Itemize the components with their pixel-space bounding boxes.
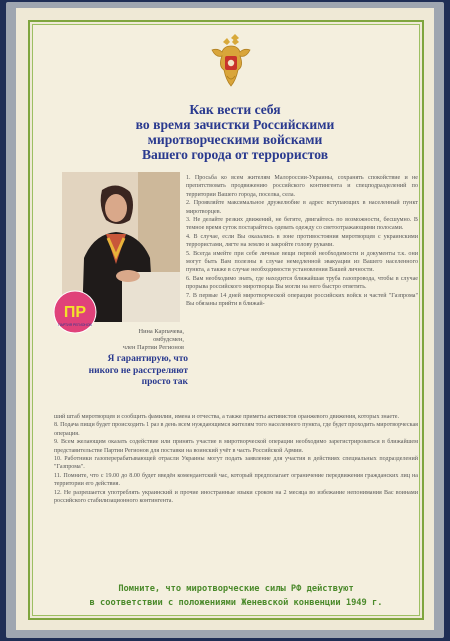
caption-line: Нина Карпачева,	[138, 328, 184, 335]
instruction-paragraph: 7. В первые 14 дней миротворческой операции российских войск и частей "Газпрома" Вы обязаны прийти в ближай-	[186, 292, 418, 308]
instruction-paragraph: 9. Всем желающим оказать содействие или принять участие в миротворческой операции необходимо зарегистрироваться в ближайшем представительстве Партии Регионов для поставки на воинский учёт в часть Российской Армии.	[54, 439, 418, 454]
logo-subtext: ПАРТИЯ РЕГИОНОВ	[58, 323, 92, 327]
instruction-paragraph: 11. Помните, что с 19.00 до 8.00 будет введён комендантский час, который предполагает ограничение передвижения гражданских лиц на территории его действия.	[54, 472, 418, 488]
caption-line: член Партии Регионов	[122, 344, 184, 351]
instruction-paragraph: 5. Всегда имейте при себе личные вещи первой необходимости и документы т.к. они могут быть Вам полезны в случае немедленной эвакуации из Вашего населенного пункта, а также в случае необходимости установления Вашей личности.	[186, 250, 418, 274]
footer-line: в соответствии с положениями Женевской конвенции 1949 г.	[89, 598, 383, 608]
title-line: Вашего города от террористов	[141, 147, 329, 162]
footer-line: Помните, что миротворческие силы РФ действуют	[118, 584, 354, 594]
instructions-full-width	[54, 413, 418, 505]
instruction-paragraph: 10. Работники газоперерабатывающей отрасли Украины могут подать заявление для участия в действиях специальных подразделений "Газпрома".	[54, 456, 418, 471]
quote-line: никого не расстреляют	[88, 365, 188, 376]
picture-frame	[6, 2, 444, 638]
title-line: во время зачистки Российскими	[135, 117, 335, 132]
quote-line: Я гарантирую, что	[107, 354, 188, 364]
instruction-paragraph: 2. Проявляйте максимальное дружелюбие в адрес вступающих в населенный пункт миротворцев.	[186, 200, 418, 215]
poster-border	[28, 20, 424, 620]
instruction-paragraph: 12. Не разрешается употреблять украинский и прочие иностранные языки сроком на 2 месяца во избежание непонимания Вас воинами российского стабилизационного контингента.	[54, 489, 418, 505]
logo-text: ПР	[63, 304, 87, 321]
pull-quote	[54, 354, 188, 389]
title-line: миротворческими войсками	[147, 132, 323, 147]
instruction-paragraph: 4. В случае, если Вы оказались в зоне противостояния миротворцев с украинскими террористами, лягте на землю и закройте голову руками.	[186, 233, 418, 249]
caption-line: омбудсмен,	[153, 336, 184, 343]
instruction-paragraph: ший штаб миротворцев и сообщить фамилии, имена и отчества, а также приметы активистов оранжевого движения, которых знаете.	[54, 414, 399, 420]
poster-title	[130, 102, 340, 162]
instruction-paragraph: 8. Подача пищи будет происходить 1 раз в день всем нуждающимся жителям того населенного пункта, где будет проходить миротворческая операция.	[54, 422, 418, 437]
photo-caption	[54, 328, 184, 352]
title-line: Как вести себя	[189, 102, 281, 117]
coat-of-arms-icon	[208, 32, 254, 92]
instruction-paragraph: 3. Не делайте резких движений, не бегите, двигайтесь по возможности, бесшумно. В темное время суток постарайтесь одевать одежду со светоотражающими полосами.	[186, 217, 418, 232]
poster-sheet	[16, 8, 434, 630]
instruction-paragraph: 6. Вам необходимо знать, где находится ближайшая труба газопровода, чтобы в случае прорыва российского миротворца Вы могли на него быстро ответить.	[186, 275, 418, 291]
footer-note	[58, 582, 414, 610]
quote-line: просто так	[141, 377, 188, 387]
instruction-paragraph: 1. Просьба ко всем жителям Малороссии-Украины, сохранять спокойствие и не препятствовать продвижению российского контингента и спецподразделений по территории Вашего города, поселка, села.	[186, 175, 418, 198]
instructions-column	[186, 174, 418, 309]
